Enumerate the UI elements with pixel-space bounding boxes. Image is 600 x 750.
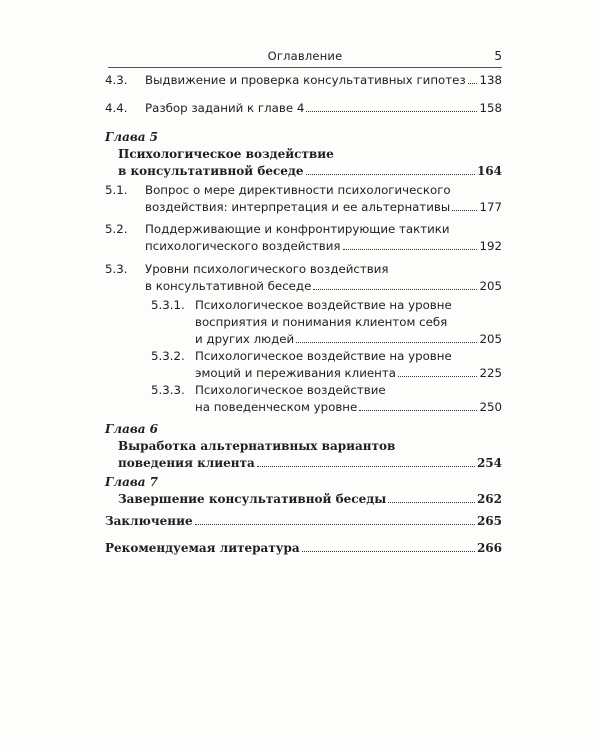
toc-entry-title-line1: Уровни психологического воздействия (145, 262, 389, 276)
chapter-title-line2: поведения клиента (118, 456, 255, 470)
toc-entry-5-1[interactable] (105, 182, 502, 216)
toc-entry-title-line1: Психологическое воздействие на уровне (195, 349, 452, 363)
toc-entry-page: 205 (479, 279, 502, 293)
chapter-title-line1: Завершение консультативной беседы (118, 492, 387, 506)
chapter-label: Глава 6 (105, 422, 159, 436)
dot-leader (468, 83, 478, 84)
dot-leader (343, 249, 478, 250)
toc-entry-page: 138 (479, 73, 502, 87)
dot-leader (359, 410, 477, 411)
running-header (108, 49, 502, 68)
dot-leader (296, 342, 477, 343)
toc-entry-title: Выдвижение и проверка консультативных гипотез (145, 73, 466, 87)
toc-entry-title: Заключение (105, 514, 193, 528)
toc-entry-number: 5.3.1. (151, 298, 185, 312)
toc-entry-title: Рекомендуемая литература (105, 541, 300, 555)
toc-entry-number: 4.4. (105, 101, 128, 115)
dot-leader (257, 466, 475, 467)
toc-entry-number: 5.3.2. (151, 349, 185, 363)
toc-entry-title-line2: эмоций и переживания клиента (195, 366, 396, 380)
toc-entry-page: 164 (476, 164, 502, 178)
chapter-title-line2: в консультативной беседе (118, 164, 304, 178)
toc-entry-number: 5.2. (105, 222, 128, 236)
dot-leader (398, 376, 478, 377)
toc-entry-number: 5.3. (105, 262, 128, 276)
chapter-title-line1: Выработка альтернативных вариантов (118, 439, 396, 453)
chapter-label: Глава 5 (105, 130, 159, 144)
toc-entry-title-line2: психологического воздействия (145, 239, 341, 253)
chapter-label: Глава 7 (105, 475, 159, 489)
toc-entry-title-line2: в консультативной беседе (145, 279, 312, 293)
toc-entry-5-3-1[interactable] (151, 297, 502, 348)
toc-entry-4-4[interactable] (105, 100, 502, 117)
toc-entry-page: 177 (479, 200, 502, 214)
toc-entry-title-line3: и других людей (195, 332, 295, 346)
toc-entry-5-3-2[interactable] (151, 348, 502, 382)
header-title: Оглавление (267, 49, 343, 63)
toc-entry-5-3-3[interactable] (151, 382, 502, 416)
toc-entry-title-line1: Психологическое воздействие на уровне (195, 298, 452, 312)
toc-chapter-7[interactable] (105, 474, 502, 508)
toc-entry-number: 5.3.3. (151, 383, 185, 397)
toc-entry-number: 4.3. (105, 73, 128, 87)
dot-leader (452, 210, 477, 211)
toc-entry-page: 192 (479, 239, 502, 253)
dot-leader (195, 524, 475, 525)
toc-entry-title-line1: Вопрос о мере директивности психологического (145, 183, 451, 197)
toc-entry-page: 205 (479, 332, 502, 346)
toc-entry-title-line2: восприятия и понимания клиентом себя (195, 315, 448, 329)
dot-leader (306, 111, 477, 112)
dot-leader (306, 174, 475, 175)
dot-leader (302, 551, 475, 552)
header-page-number: 5 (494, 49, 502, 63)
chapter-title-line1: Психологическое воздействие (118, 147, 334, 161)
toc-entry-page: 250 (479, 400, 502, 414)
toc-entry-page: 225 (479, 366, 502, 380)
toc-entry-number: 5.1. (105, 183, 128, 197)
toc-entry-title-line2: на поведенческом уровне (195, 400, 358, 414)
toc-entry-page: 262 (476, 492, 502, 506)
toc-entry-5-3[interactable] (105, 261, 502, 295)
toc-entry-page: 266 (476, 541, 502, 555)
toc-entry-4-3[interactable] (105, 72, 502, 89)
toc-conclusion[interactable] (105, 513, 502, 530)
toc-entry-title-line2: воздействия: интерпретация и ее альтернативы (145, 200, 451, 214)
toc-literature[interactable] (105, 540, 502, 557)
toc-entry-title-line1: Поддерживающие и конфронтирующие тактики (145, 222, 450, 236)
dot-leader (313, 289, 477, 290)
toc-chapter-5[interactable] (105, 129, 502, 180)
toc-entry-page: 254 (476, 456, 502, 470)
toc-entry-title: Разбор заданий к главе 4 (145, 101, 305, 115)
dot-leader (388, 502, 475, 503)
toc-entry-title-line1: Психологическое воздействие (195, 383, 386, 397)
toc-chapter-6[interactable] (105, 421, 502, 472)
toc-entry-page: 158 (479, 101, 502, 115)
toc-entry-page: 265 (476, 514, 502, 528)
toc-entry-5-2[interactable] (105, 221, 502, 255)
